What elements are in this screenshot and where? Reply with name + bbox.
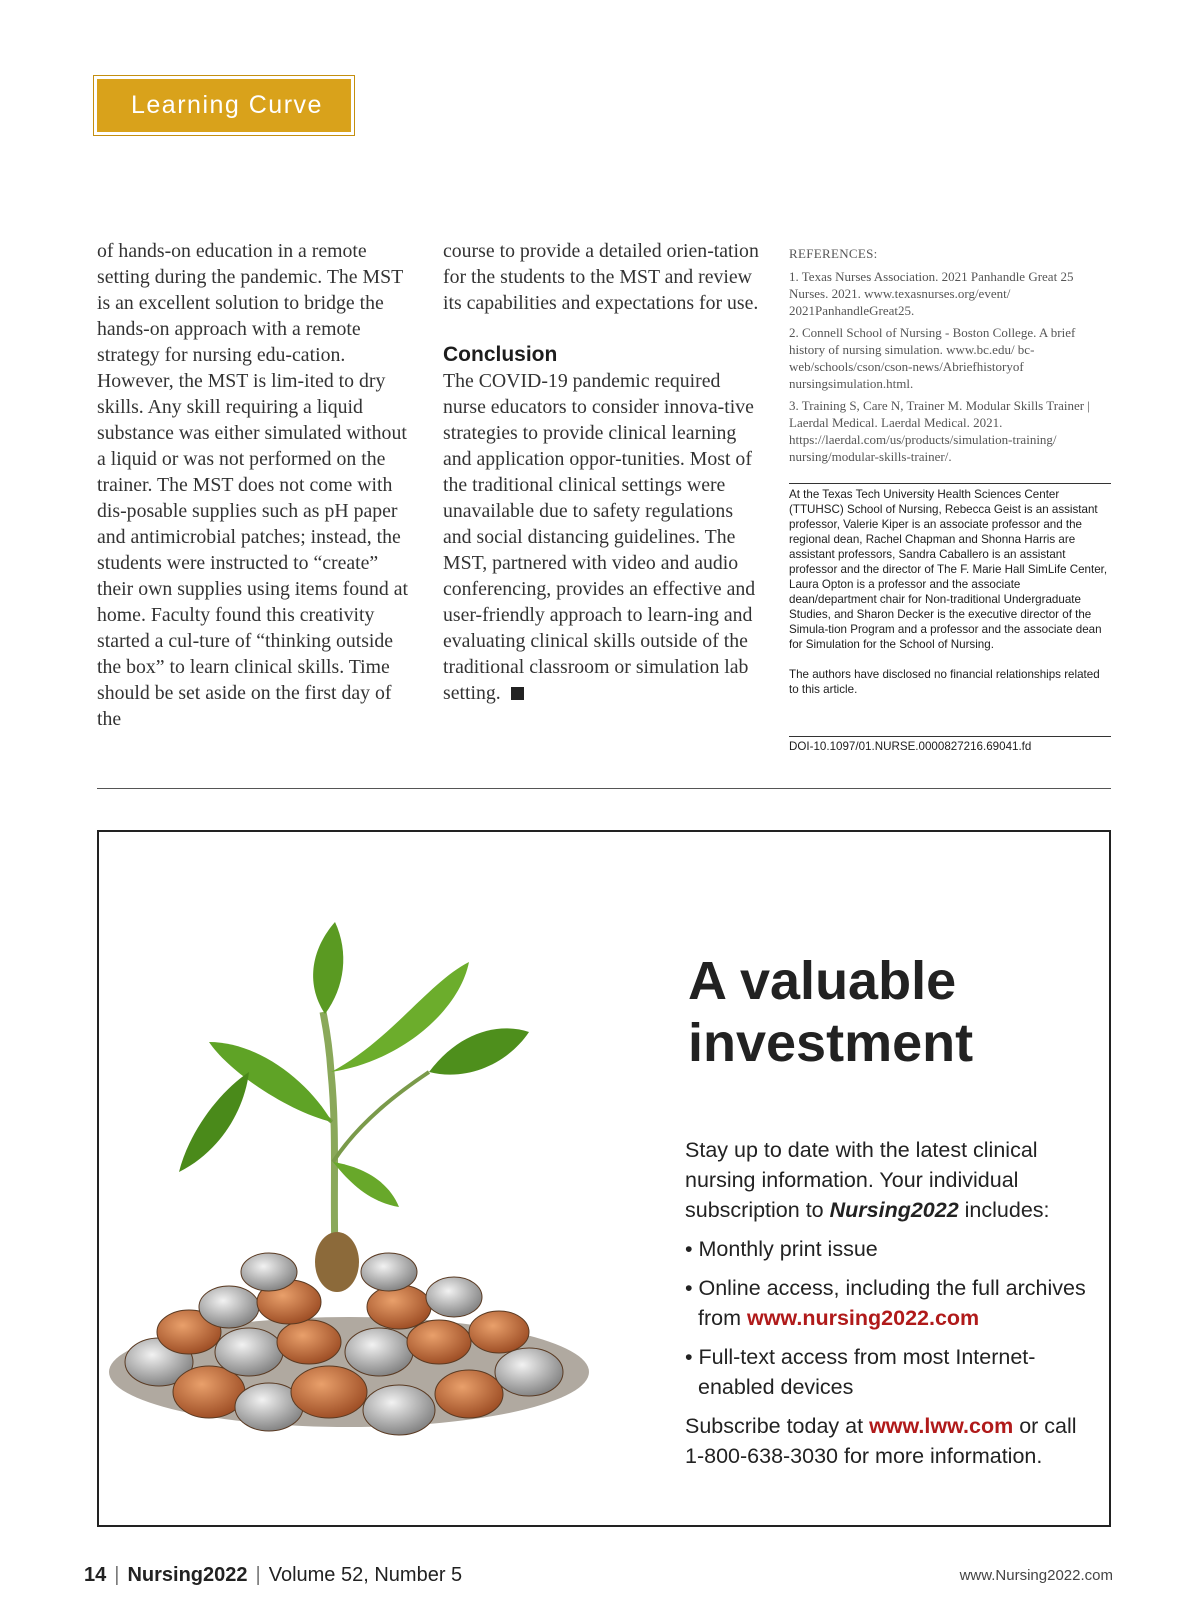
nursing2022-link[interactable]: www.nursing2022.com [746,1306,980,1330]
ad-bullet: • Monthly print issue [685,1237,878,1261]
article-paragraph: course to provide a detailed orien-tation for the students to the MST and review its capabilities and expectations for use. [443,240,759,314]
magazine-name: Nursing2022 [829,1198,959,1222]
conclusion-paragraph [443,368,763,706]
section-label: Learning Curve [97,79,351,132]
magazine-title: Nursing2022 [127,1564,248,1586]
ad-bullet [685,1273,1095,1333]
issue-info: Volume 52, Number 5 [268,1564,463,1586]
ad-body [685,1135,1095,1480]
ad-title-line: investment [688,1013,974,1073]
disclosure: The authors have disclosed no financial relationships related to this article. [789,668,1100,696]
page-footer [84,1564,1113,1590]
ad-title-line: A valuable [688,951,957,1011]
separator: | [255,1564,261,1586]
ad-title [688,950,1088,1074]
divider [97,788,1111,789]
article-column-1 [97,238,417,732]
page-number: 14 [84,1564,107,1586]
references [789,245,1111,470]
reference-item: 3. Training S, Care N, Trainer M. Modular Skills Trainer | Laerdal Medical. Laerdal Medical. 2021. https://laerdal.com/us/products/simulation-training/ nursing/modular-skills-trainer/. [789,398,1090,464]
reference-item: 1. Texas Nurses Association. 2021 Panhandle Great 25 Nurses. 2021. www.texasnurses.org/event/ 2021PanhandleGreat25. [789,269,1074,318]
conclusion-text: The COVID-19 pandemic required nurse educators to consider innova-tive strategies to provide clinical learning and application oppor-tunities. Most of the traditional clinical settings were unavailable due to safety regulations and social distancing guidelines. The MST, partnered with video and audio conferencing, provides an effective and user-friendly approach to learn-ing and evaluating clinical skills outside of the traditional classroom or simulation lab setting. [443,370,756,704]
ad-bullet-text: • Online access, including the full archives from [685,1276,1086,1330]
author-bio: At the Texas Tech University Health Sciences Center (TTUHSC) School of Nursing, Rebecca Geist is an assistant professor, Valerie Kiper is an associate professor and the regional dean, Rachel Chapman and Shonna Harris are assistant professors, Sandra Caballero is an assistant professor and the director of The F. Marie Hall SimLife Center, Laura Opton is a professor and the associate dean/department chair for Non-traditional Undergraduate Studies, and Sharon Decker is the executive director of the Simula-tion Program and a professor and the associate dean for Simulation for the School of Nursing. [789,488,1108,651]
references-heading: REFERENCES: [789,246,878,261]
doi: DOI-10.1097/01.NURSE.0000827216.69041.fd [789,736,1111,753]
conclusion-heading: Conclusion [443,343,558,366]
ad-call-to-action [685,1411,1095,1471]
end-of-article-icon [511,687,524,700]
separator: | [114,1564,120,1586]
ad-cta-text: Subscribe today at [685,1414,870,1438]
subscription-ad [97,830,1111,1527]
ad-cta-text: or call 1-800-638-3030 for more information. [685,1414,1077,1468]
ad-intro-text: includes: [958,1198,1050,1222]
article-paragraph: of hands-on education in a remote setting during the pandemic. The MST is an excellent solution to bridge the hands-on approach with a remote strategy for nursing edu-cation. However, the MST is lim-ited to dry skills. Any skill requiring a liquid substance was either simulated without a liquid or was not performed on the trainer. The MST does not come with dis-posable supplies such as pH paper and antimicrobial patches; instead, the students were instructed to “create” their own supplies using items found at home. Faculty found this creativity started a cul-ture of “thinking outside the box” to learn clinical skills. Time should be set aside on the first day of the [97,240,408,730]
ad-intro [685,1135,1095,1225]
plant-growing-from-coins-illustration [99,922,659,1442]
ad-intro-text: Stay up to date with the latest clinical nursing information. Your individual subscription to [685,1138,1038,1222]
footer-website[interactable]: www.Nursing2022.com [959,1567,1113,1584]
article-column-2 [443,238,763,706]
ad-bullet: • Full-text access from most Internet-enabled devices [685,1345,1036,1399]
author-bio-block [789,483,1111,697]
lww-link[interactable]: www.lww.com [869,1414,1014,1438]
footer-folio [84,1564,462,1587]
reference-item: 2. Connell School of Nursing - Boston College. A brief history of nursing simulation. www.bc.edu/ bc-web/schools/cson/cson-news/Abriefhistoryof nursingsimulation.html. [789,325,1076,391]
